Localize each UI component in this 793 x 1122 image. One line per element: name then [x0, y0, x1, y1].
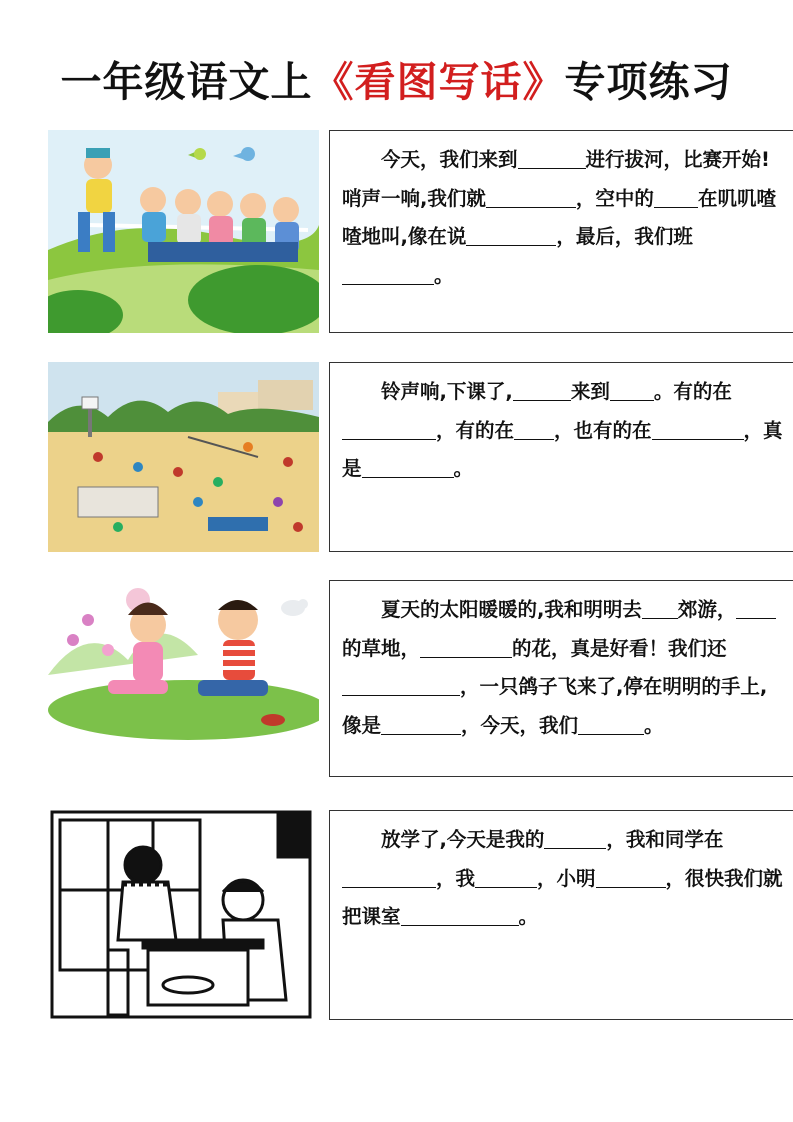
text-segment: ，有的在	[436, 418, 515, 442]
title-part-3: 专项练习	[564, 58, 733, 106]
blank[interactable]	[578, 714, 644, 735]
blank[interactable]	[381, 714, 461, 735]
blank[interactable]	[342, 264, 434, 285]
blank[interactable]	[652, 419, 744, 440]
text-segment: ，最后，我们班	[556, 225, 693, 248]
writing-box-4	[329, 810, 793, 1020]
text-segment: ，真是	[342, 418, 783, 480]
text-segment: ，小明	[537, 866, 596, 890]
blank[interactable]	[420, 637, 512, 658]
blank[interactable]	[401, 905, 519, 926]
blank[interactable]	[514, 419, 554, 440]
text-segment: ，很快我们就把课室	[342, 866, 783, 928]
title-part-1: 一年级语文上	[60, 58, 313, 106]
tug-of-war-illustration	[48, 130, 319, 333]
text-segment: ，今天，我们	[461, 713, 579, 737]
blank[interactable]	[610, 380, 654, 401]
blank[interactable]	[518, 148, 586, 169]
text-segment: 铃声响,下课了,	[381, 380, 513, 403]
text-segment: ，也有的在	[554, 418, 652, 442]
text-segment: 。	[518, 905, 539, 928]
blank[interactable]	[342, 419, 436, 440]
page-title	[0, 52, 793, 112]
text-segment: ，我	[436, 866, 476, 890]
blank[interactable]	[362, 457, 454, 478]
blank[interactable]	[475, 867, 537, 888]
text-segment: 。有的在	[653, 380, 732, 403]
writing-box-2	[329, 362, 793, 552]
blank[interactable]	[342, 867, 436, 888]
blank[interactable]	[736, 598, 776, 619]
writing-box-1	[329, 130, 793, 333]
blank[interactable]	[466, 225, 556, 246]
text-segment: 的草地，	[342, 636, 421, 660]
blank[interactable]	[654, 187, 698, 208]
text-segment: ，空中的	[575, 186, 654, 210]
text-segment: 郊游，	[677, 598, 737, 621]
blank[interactable]	[342, 675, 460, 696]
playground-illustration	[48, 362, 319, 552]
text-segment: 。	[453, 457, 474, 480]
text-segment: ，一只鸽子飞来了,停在明明的手上,像是	[342, 675, 768, 737]
picnic-illustration	[48, 580, 319, 740]
blank[interactable]	[642, 598, 678, 619]
text-segment: 来到	[570, 380, 610, 403]
text-segment: 今天，我们来到	[381, 148, 518, 171]
text-segment: 。	[434, 263, 454, 287]
text-segment: 。	[644, 713, 664, 737]
writing-box-3	[329, 580, 793, 777]
text-segment: 放学了,今天是我的	[381, 828, 545, 851]
blank[interactable]	[596, 867, 666, 888]
text-segment: 进行拔河，比赛开始!哨声一响,我们就	[342, 148, 770, 210]
cleaning-classroom-illustration	[48, 810, 319, 1020]
text-segment: 的花，真是好看！我们还	[512, 636, 727, 660]
text-segment: 夏天的太阳暖暖的,我和明明去	[381, 598, 642, 621]
title-part-2: 《看图写话》	[312, 58, 565, 106]
blank[interactable]	[513, 380, 571, 401]
text-segment: ，我和同学在	[606, 828, 724, 851]
text-segment: 在叽叽喳喳地叫,像在说	[342, 186, 776, 248]
blank[interactable]	[486, 187, 576, 208]
blank[interactable]	[544, 828, 606, 849]
